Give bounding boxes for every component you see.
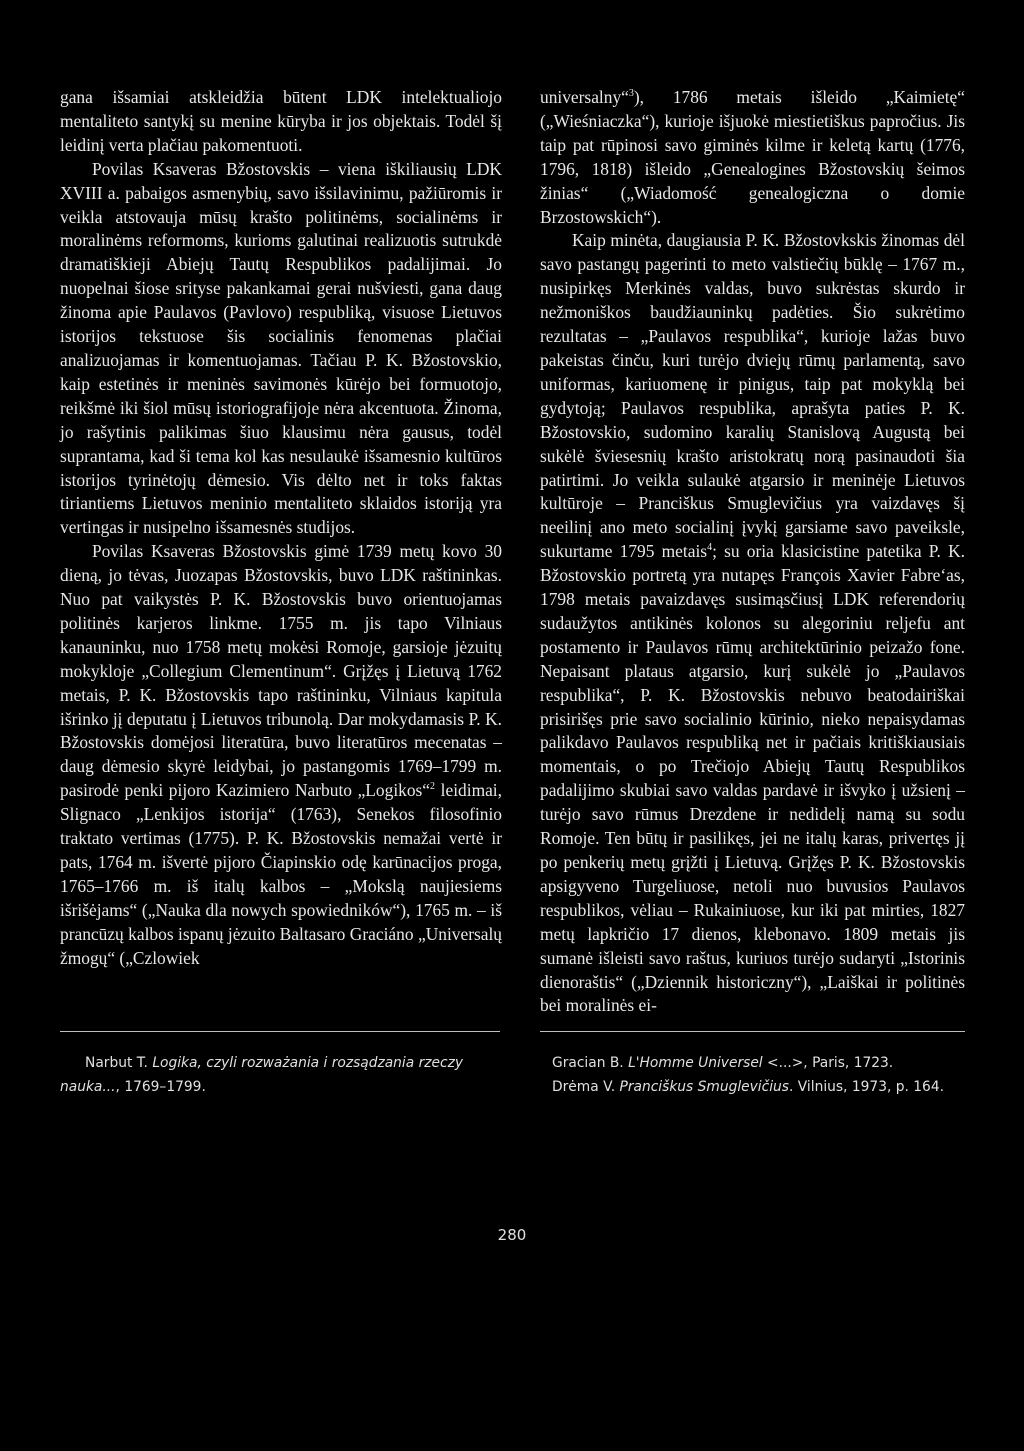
footnote-title: Logika, czyli rozważania i rozsądzania rzeczy nauka... <box>60 1055 463 1095</box>
paragraph: gana išsamiai atskleidžia būtent LDK intelektualiojo mentaliteto santykį su menine kūryba ir jos objektais. Todėl šį leidinį verta plačiau pakomentuoti. <box>60 87 502 155</box>
footnote-3 <box>552 1051 972 1075</box>
footnote-2 <box>60 1051 505 1099</box>
footnote-details: <...>, Paris, 1723. <box>762 1055 894 1071</box>
paragraph <box>60 540 502 970</box>
paragraph <box>540 86 965 229</box>
footnote-details: . Vilnius, 1973, p. 164. <box>789 1079 944 1095</box>
paragraph-text: Povilas Ksaveras Bžostovskis gimė 1739 metų kovo 30 dieną, jo tėvas, Juozapas Bžostovskis, buvo LDK raštininkas. Nuo pat vaikystės P. K. Bžostovskis buvo orientuojamas politinės karjeros linkme. 1755 m. jis tapo Vilniaus kanauninku, nuo 1758 metų mokėsi Romoje, garsioje jėzuitų mokykloje „Collegium Clementinum“. Grįžęs į Lietuvą 1762 metais, P. K. Bžostovskis tapo raštininku, Vilniaus kapitula išrinko jį deputatu į Lietuvos tribunolą. Dar mokydamasis P. K. Bžostovskis domėjosi literatūra, buvo literatūros mecenatas – daug dėmesio skyrė leidybai, jo pastangomis 1769–1799 m. pasirodė penki pijoro Kazimiero Narbuto „Logikos“ <box>60 541 502 801</box>
footnote-author: Drėma V. <box>552 1079 616 1095</box>
paragraph <box>540 229 965 1018</box>
footnote-ref[interactable]: 3 <box>628 88 634 100</box>
left-text-column <box>60 86 502 971</box>
footnote-ref[interactable]: 4 <box>707 542 713 554</box>
footnote-divider <box>60 1031 500 1032</box>
footnote-divider <box>540 1031 965 1032</box>
right-text-column <box>540 86 965 1018</box>
paragraph-text: Kaip minėta, daugiausia P. K. Bžostovkskis žinomas dėl savo pastangų pagerinti to meto valstiečių būklę – 1767 m., nusipirkęs Merkinės valdas, buvo sukrėstas skurdo ir nežmoniškos baudžiauninkų padėties. Šio sukrėtimo rezultatas – „Paulavos respublika“, kurioje lažas buvo pakeistas činču, kuri turėjo dviejų rūmų parlamentą, savo uniformas, kariuomenę ir pinigus, taip pat mokyklą bei gydytoją; Paulavos respublika, aprašyta paties P. K. Bžostovskio, sudomino karalių Stanislovą Augustą bei sukėlė šviesesnių krašto aristokratų norą pasinaudoti šia patirtimi. Jo veikla sulaukė atgarsio ir meninėje Lietuvos kultūroje – Pranciškus Smuglevičius yra vaizdavęs šį neeilinį ano meto socialinį įvykį garsiame savo paveiksle, sukurtame 1795 metais <box>540 230 965 562</box>
paragraph-text: ), 1786 metais išleido „Kaimietę“ („Wieśniaczka“), kurioje išjuokė miestietiškus papročius. Jis taip pat rūpinosi savo giminės kilme ir keletą kartų (1776, 1796, 1818) išleido „Genealogines Bžostovskių šeimos žinias“ („Wiadomość genealogiczna o domie Brzostowskich“). <box>540 87 965 227</box>
footnote-details: , 1769–1799. <box>115 1079 206 1095</box>
paragraph-text: ; su oria klasicistine patetika P. K. Bžostovskio portretą yra nutapęs François Xavier Fabre‘as, 1798 metais pavaizdavęs susimąsčiusį LDK referendorių sudaužytos antikinės kolonos su alegoriniu reljefu ant postamento ir Paulavos rūmų architektūrinio peizažo fone. Nepaisant plataus atgarsio, kurį sukėlė jo „Paulavos respublika“, P. K. Bžostovskis nebuvo beatodairiškai prisirišęs prie savo socialinio kūrinio, nieko nepaisydamas palikdavo Paulavos respubliką net ir pačiais kritiškiausiais momentais, o po Trečiojo Abiejų Tautų Respublikos padalijimo skubiai savo valdas pardavė ir išvyko į užsienį – turėjo savo rūmus Drezdene ir nedidelį namą su sodu Romoje. Ten būtų ir pasilikęs, jei ne italų karas, privertęs jį po penkerių metų grįžti į Lietuvą. Grįžęs P. K. Bžostovskis apsigyveno Turgeliuose, netoli nuo buvusios Paulavos respublikos, vėliau – Rukainiuose, kur iki pat mirties, 1827 metų lapkričio 17 dienos, klebonavo. 1809 metais jis sumanė išleisti savo raštus, kuriuos turėjo sudaryti „Istorinis dienoraštis“ („Dziennik historiczny“), „Laiškai ir politinės bei moralinės ei- <box>540 541 965 1016</box>
footnote-author: Gracian B. <box>552 1055 624 1071</box>
footnote-title: Pranciškus Smuglevičius <box>619 1079 789 1095</box>
paragraph-text: universalny“ <box>540 87 629 107</box>
footnotes-right <box>552 1051 972 1099</box>
footnote-4 <box>552 1075 972 1099</box>
footnotes-left <box>60 1051 505 1099</box>
paragraph-text: leidimai, Slignaco „Lenkijos istorija“ (1763), Senekos filosofinio traktato vertimas (1775). P. K. Bžostovskis nemažai vertė ir pats, 1764 m. išvertė pijoro Čiapinskio odę karūnacijos proga, 1765–1766 m. iš italų kalbos – „Mokslą naujiesiems išrišėjams“ („Nauka dla nowych spowiedników“), 1765 m. – iš prancūzų kalbos ispanų jėzuito Baltasaro Graciáno „Universalų žmogų“ („Czlowiek <box>60 780 502 968</box>
footnote-ref[interactable]: 2 <box>430 781 436 793</box>
page-number: 280 <box>497 1226 527 1244</box>
paragraph: Povilas Ksaveras Bžostovskis – viena iškiliausių LDK XVIII a. pabaigos asmenybių, savo išsilavinimu, pažiūromis ir veikla atstovauja mūsų krašto politinėms, socialinėms ir moralinėms reformoms, kurioms galutinai realizuotis sutrukdė dramatiškieji Abiejų Tautų Respublikos padalijimai. Jo nuopelnai šiose srityse pakankamai gerai nušviesti, gana daug žinoma apie Paulavos (Pavlovo) respubliką, visuose Lietuvos istorijos tekstuose šis socialinis fenomenas plačiai analizuojamas ir komentuojamas. Tačiau P. K. Bžostovskio, kaip estetinės ir meninės savimonės kūrėjo bei formuotojo, reikšmė iki šiol mūsų istoriografijoje nėra akcentuota. Žinoma, jo rašytinis palikimas šiuo klausimu nėra gausus, todėl suprantama, kad ši tema kol kas nesulaukė išsamesnio kultūros istorijos tyrinėtojų dėmesio. Vis dėlto net ir toks faktas tiriantiems Lietuvos meninio mentaliteto sklaidos istoriją yra vertingas ir nusipelno išsamesnės studijos. <box>60 158 502 538</box>
footnote-title: L'Homme Universel <box>628 1055 763 1071</box>
footnote-author: Narbut T. <box>85 1055 148 1071</box>
